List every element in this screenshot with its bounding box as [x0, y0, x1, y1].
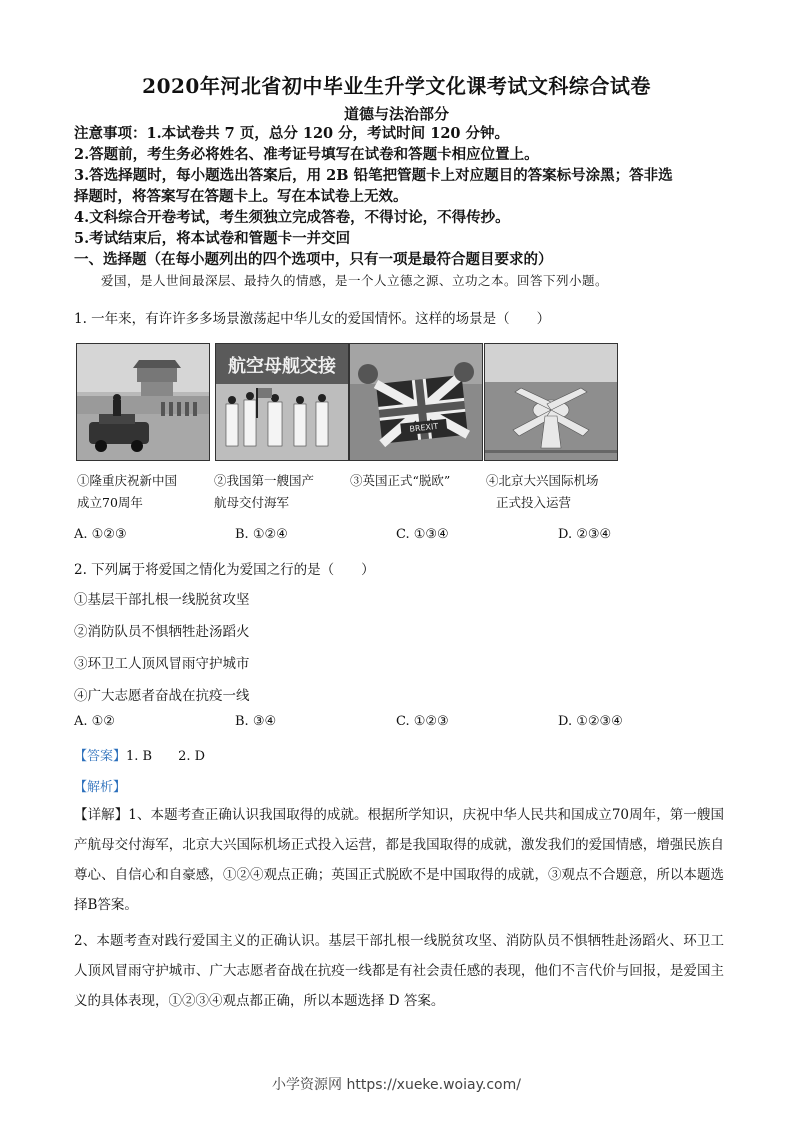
q2-item-4: ④广大志愿者奋战在抗疫一线: [74, 688, 250, 704]
photo-brexit: [349, 343, 483, 461]
notice-line-6: 5.考试结束后，将本试卷和管题卡一并交回: [74, 230, 351, 247]
section-subtitle: 道德与法治部分: [343, 105, 449, 123]
section-heading-choice: 一、选择题（在每小题列出的四个选项中，只有一项是最符合题目要求的）: [74, 251, 553, 268]
analysis-line: [74, 776, 126, 795]
q2-option-c: C. ①②③: [396, 714, 449, 729]
q1-option-b: B. ①②④: [235, 527, 288, 542]
caption-1-line-2: 成立70周年: [77, 495, 143, 510]
q1-option-c: C. ①③④: [396, 527, 449, 542]
page-title: 2020年河北省初中毕业生升学文化课考试文科综合试卷: [142, 74, 651, 98]
analysis-label: 【解析】: [74, 780, 127, 795]
notice-line-3: 3.答选择题时，每小题选出答案后，用 2B 铅笔把管题卡上对应题目的答案标号涂黑；答非选: [74, 167, 673, 184]
q2-option-d: D. ①②③④: [558, 714, 623, 729]
caption-3: [350, 470, 480, 492]
q2-item-3: ③环卫工人顶风冒雨守护城市: [74, 656, 250, 672]
detail-paragraph-2: 2、本题考查对践行爱国主义的正确认识。基层干部扎根一线脱贫攻坚、消防队员不惧牺牲赴汤蹈火、环卫工人顶风冒雨守护城市、广大志愿者奋战在抗疫一线都是有社会责任感的表现，他们不言代价与回报，是爱国主义的具体表现，①②③④观点都正确，所以本题选择 D 答案。: [74, 933, 724, 1009]
caption-2-line-1: ②我国第一艘国产: [214, 473, 315, 488]
q2-option-b: B. ③④: [235, 714, 277, 729]
notice-line-1: 注意事项：1.本试卷共 7 页，总分 120 分，考试时间 120 分钟。: [74, 125, 510, 142]
q1-option-a: A. ①②③: [74, 527, 127, 542]
question-1-stem: 1. 一年来，有许许多多场景激荡起中华儿女的爱国情怀。这样的场景是（ ）: [74, 311, 551, 327]
q2-item-1: ①基层干部扎根一线脱贫攻坚: [74, 592, 250, 608]
photo-carrier-handover: [215, 343, 349, 461]
caption-2: [214, 470, 344, 514]
photo-daxing-airport: [484, 343, 618, 461]
page-footer: 小学资源网 https://xueke.woiay.com/: [272, 1077, 521, 1093]
brexit-text: BREXIT: [409, 421, 439, 434]
detail-paragraph-1: [74, 800, 724, 920]
question-2-stem: 2. 下列属于将爱国之情化为爱国之行的是（ ）: [74, 562, 375, 578]
photo-parade: [76, 343, 210, 461]
caption-1-line-1: ①隆重庆祝新中国: [77, 473, 178, 488]
answer-line: [74, 745, 205, 764]
question-1-photos: [76, 343, 616, 459]
q2-item-2: ②消防队员不惧牺牲赴汤蹈火: [74, 624, 250, 640]
caption-4-line-2: 正式投入运营: [496, 495, 572, 510]
answer-label: 【答案】: [74, 749, 127, 764]
caption-4: [486, 470, 616, 514]
caption-2-line-2: 航母交付海军: [214, 495, 290, 510]
caption-4-line-1: ④北京大兴国际机场: [486, 473, 599, 488]
q1-option-d: D. ②③④: [558, 527, 612, 542]
notice-line-2: 2.答题前，考生务必将姓名、准考证号填写在试卷和答题卡相应位置上。: [74, 146, 539, 163]
answer-text: 1. B 2. D: [126, 749, 206, 764]
banner-text: 航空母舰交接: [228, 356, 336, 377]
caption-1: [77, 470, 207, 514]
q2-option-a: A. ①②: [74, 714, 115, 729]
caption-3-line-1: ③英国正式“脱欧”: [350, 473, 451, 488]
detail-text-1: 1、本题考查正确认识我国取得的成就。根据所学知识，庆祝中华人民共和国成立70周年，第一艘国产航母交付海军，北京大兴国际机场正式投入运营，都是我国取得的成就，激发我们的爱国情感，增强民族自尊心、自信心和自豪感，①②④观点正确；英国正式脱欧不是中国取得的成就，③观点不合题意，所以本题选择B答案。: [74, 807, 724, 913]
notice-line-5: 4.文科综合开卷考试，考生须独立完成答卷，不得讨论，不得传抄。: [74, 209, 510, 226]
notice-line-4: 择题时，将答案写在答题卡上。写在本试卷上无效。: [74, 188, 408, 205]
detail-label: 【详解】: [74, 807, 129, 823]
intro-text: 爱国，是人世间最深层、最持久的情感，是一个人立德之源、立功之本。回答下列小题。: [101, 273, 609, 288]
